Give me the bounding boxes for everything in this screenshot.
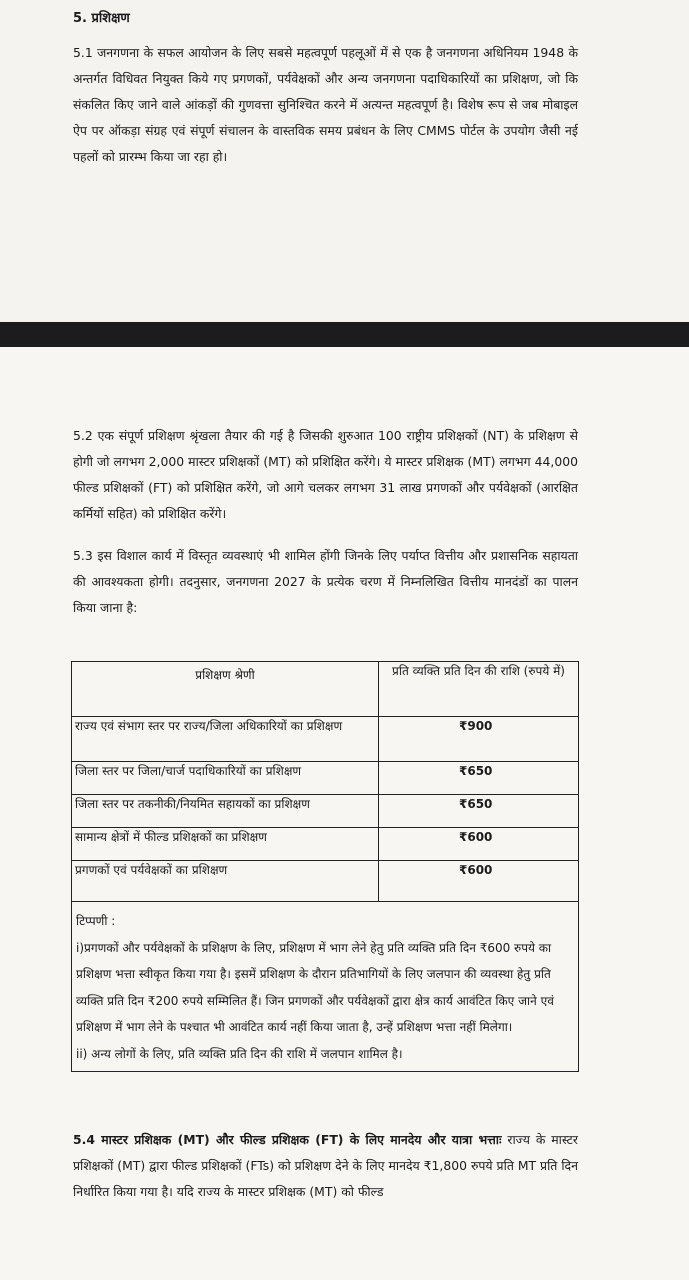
table-row (72, 827, 578, 860)
document-page-1 (0, 0, 689, 322)
row-category: जिला स्तर पर जिला/चार्ज पदाधिकारियों का प्रशिक्षण (72, 762, 379, 794)
row-amount: ₹600 (459, 863, 493, 877)
row-category: जिला स्तर पर तकनीकी/नियमित सहायकों का प्रशिक्षण (72, 795, 379, 827)
paragraph-5-3: 5.3 इस विशाल कार्य में विस्तृत व्यवस्थाएं भी शामिल होंगी जिनके लिए पर्याप्त वित्तीय और प्रशासनिक सहायता की आवश्यकता होगी। तदनुसार, जनगणना 2027 के प्रत्येक चरण में निम्नलिखित वित्तीय मानदंडों का पालन किया जाना है: (73, 548, 578, 615)
paragraph-5-4-body: राज्य के मास्टर प्रशिक्षकों (MT) द्वारा फील्ड प्रशिक्षकों (FTs) को प्रशिक्षण देने के लिए मानदेय ₹1,800 रुपये प्रति MT प्रति दिन निर्धारित किया गया है। यदि राज्य के मास्टर प्रशिक्षक (MT) को फील्ड (73, 1132, 578, 1199)
table-row (72, 794, 578, 827)
header-category: प्रशिक्षण श्रेणी (72, 662, 379, 716)
document-page-2 (0, 347, 689, 1280)
paragraph-5-4-title: 5.4 मास्टर प्रशिक्षक (MT) और फील्ड प्रशिक्षक (FT) के लिए मानदेय और यात्रा भत्ताः (73, 1132, 502, 1147)
paragraph-5-1: 5.1 जनगणना के सफल आयोजन के लिए सबसे महत्वपूर्ण पहलूओं में से एक है जनगणना अधिनियम 1948 के अन्तर्गत विधिवत नियुक्त किये गए प्रगणकों, पर्यवेक्षकों और अन्य जनगणना पदाधिकारियों का प्रशिक्षण, जो कि संकलित किए जाने वाले आंकड़ों की गुणवत्ता सुनिश्चित करने में अत्यन्त महत्वपूर्ण है। विशेष रूप से जब मोबाइल ऐप पर ऑकड़ा संग्रह एवं संपूर्ण संचालन के वास्तविक समय प्रबंधन के लिए CMMS पोर्टल के उपयोग जैसी नई पहलों को प्रारम्भ किया जा रहा हो। (73, 45, 578, 164)
note-title: टिप्पणी : (76, 914, 116, 928)
section-heading: 5. प्रशिक्षण (73, 11, 130, 26)
row-amount: ₹650 (459, 764, 493, 778)
table-header-row (72, 662, 578, 716)
table-notes (72, 901, 578, 1071)
note-ii: ii) अन्य लोगों के लिए, प्रति व्यक्ति प्रति दिन की राशि में जलपान शामिल है। (76, 1046, 403, 1061)
row-amount: ₹650 (459, 797, 493, 811)
training-rates-table (71, 661, 579, 1072)
row-category: सामान्य क्षेत्रों में फील्ड प्रशिक्षकों का प्रशिक्षण (72, 828, 379, 860)
row-amount: ₹600 (459, 830, 493, 844)
note-i: i)प्रगणकों और पर्यवेक्षकों के प्रशिक्षण के लिए, प्रशिक्षण में भाग लेने हेतु प्रति व्यक्ति प्रति दिन ₹600 रुपये का प्रशिक्षण भत्ता स्वीकृत किया गया है। इसमें प्रशिक्षण के दौरान प्रतिभागियों के लिए जलपान की व्यवस्था हेतु प्रति व्यक्ति प्रति दिन ₹200 रुपये सम्मिलित हैं। जिन प्रगणकों और पर्यवेक्षकों द्वारा क्षेत्र कार्य आवंटित किए जाने एवं प्रशिक्षण में भाग लेने के पश्चात भी आवंटित कार्य नहीं किया जाता है, उन्हें प्रशिक्षण भत्ता नहीं मिलेगा। (76, 940, 554, 1034)
row-amount: ₹900 (459, 719, 493, 733)
row-category: प्रगणकों एवं पर्यवेक्षकों का प्रशिक्षण (72, 861, 379, 901)
table-row (72, 860, 578, 901)
table-row (72, 716, 578, 761)
table-row (72, 761, 578, 794)
paragraph-5-4 (73, 1127, 578, 1205)
header-amount: प्रति व्यक्ति प्रति दिन की राशि (रुपये में) (392, 664, 565, 678)
row-category: राज्य एवं संभाग स्तर पर राज्य/जिला अधिकारियों का प्रशिक्षण (72, 717, 379, 761)
paragraph-5-2: 5.2 एक संपूर्ण प्रशिक्षण श्रृंखला तैयार की गई है जिसकी शुरुआत 100 राष्ट्रीय प्रशिक्षकों (NT) के प्रशिक्षण से होगी जो लगभग 2,000 मास्टर प्रशिक्षकों (MT) को प्रशिक्षित करेंगे। ये मास्टर प्रशिक्षक (MT) लगभग 44,000 फील्ड प्रशिक्षकों (FT) को प्रशिक्षित करेंगे, जो आगे चलकर लगभग 31 लाख प्रगणकों और पर्यवेक्षकों (आरक्षित कर्मियों सहित) को प्रशिक्षित करेंगे। (73, 428, 578, 521)
